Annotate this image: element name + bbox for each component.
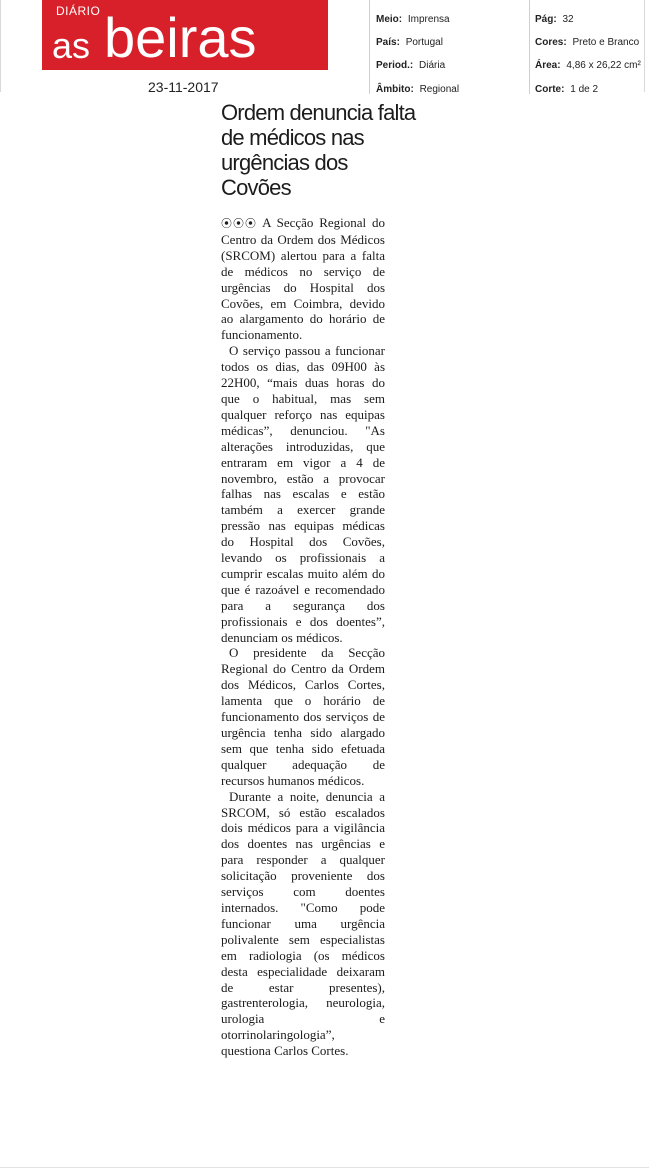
meta-pag [535, 14, 574, 26]
article-paragraph: O presidente da Secção Regional do Centro da Ordem dos Médicos, Carlos Cortes, lamenta que o horário de funcionamento dos serviços de urgência tenha sido alargado sem que tenha sido efetuada qualquer adequação de recursos humanos médicos. [221, 645, 385, 788]
meta-area [535, 60, 641, 72]
meta-label: Pág: [535, 14, 557, 25]
meta-label: Meio: [376, 14, 403, 25]
right-border [644, 0, 645, 92]
article-paragraph [221, 215, 385, 343]
meta-value: 32 [562, 14, 574, 25]
meta-label: Área: [535, 60, 561, 71]
meta-divider [369, 0, 370, 94]
meta-value: Regional [419, 84, 460, 95]
meta-meio [376, 14, 450, 26]
meta-label: Cores: [535, 37, 567, 48]
meta-divider [529, 0, 530, 94]
meta-value: Imprensa [407, 14, 450, 25]
meta-period [376, 60, 445, 72]
article-body [221, 215, 385, 1059]
meta-value: 4,86 x 26,22 cm² [566, 60, 641, 71]
meta-label: Period.: [376, 60, 414, 71]
logo-as-text: as [52, 25, 91, 66]
meta-value: Preto e Branco [572, 37, 640, 48]
paragraph-text: A Secção Regional do Centro da Ordem dos Médicos (SRCOM) alertou para a falta de médicos no serviço de urgências do Hospital dos Covões, em Coimbra, devido ao alargamento do horário de funcionamento. [221, 215, 385, 343]
meta-cores [535, 37, 639, 49]
meta-corte [535, 84, 598, 96]
article-headline: Ordem denuncia falta de médicos nas urgências dos Covões [221, 100, 416, 200]
meta-ambito [376, 84, 459, 96]
article-paragraph: Durante a noite, denuncia a SRCOM, só estão escalados dois médicos para a vigilância dos doentes nas urgências e para responder a qualquer solicitação proveniente dos serviços com doentes internados. "Como pode funcionar uma urgência polivalente sem especialistas em radiologia (os médicos desta especialidade deixaram de estar presentes), gastrenterologia, neurologia, urologia e otorrinolaringologia”, questiona Carlos Cortes. [221, 788, 385, 1059]
meta-label: Corte: [535, 84, 565, 95]
meta-label: Âmbito: [376, 84, 414, 95]
bottom-divider [0, 1167, 649, 1168]
meta-pais [376, 37, 443, 49]
meta-label: País: [376, 37, 400, 48]
newspaper-logo [42, 0, 328, 70]
publication-date: 23-11-2017 [148, 79, 219, 95]
logo-main-text: beiras [104, 6, 257, 69]
meta-value: Portugal [405, 37, 443, 48]
meta-value: 1 de 2 [570, 84, 599, 95]
article-paragraph: O serviço passou a funcionar todos os dias, das 09H00 às 22H00, “mais duas horas do que o habitual, mas sem qualquer reforço nas equipas médicas”, denunciou. "As alterações introduzidas, que entraram em vigor a 4 de novembro, estão a provocar falhas nas escalas e estão também a exercer grande pressão nas equipas médicas do Hospital dos Covões, levando os profissionais a cumprir escalas muito além do que é razoável e recomendado para a segurança dos profissionais e dos doentes”, denunciam os médicos. [221, 343, 385, 645]
meta-value: Diária [419, 60, 446, 71]
bullet-icons: ⦿⦿⦿ [221, 217, 257, 230]
logo-small-text: DIÁRIO [56, 4, 101, 18]
left-border [0, 0, 1, 92]
